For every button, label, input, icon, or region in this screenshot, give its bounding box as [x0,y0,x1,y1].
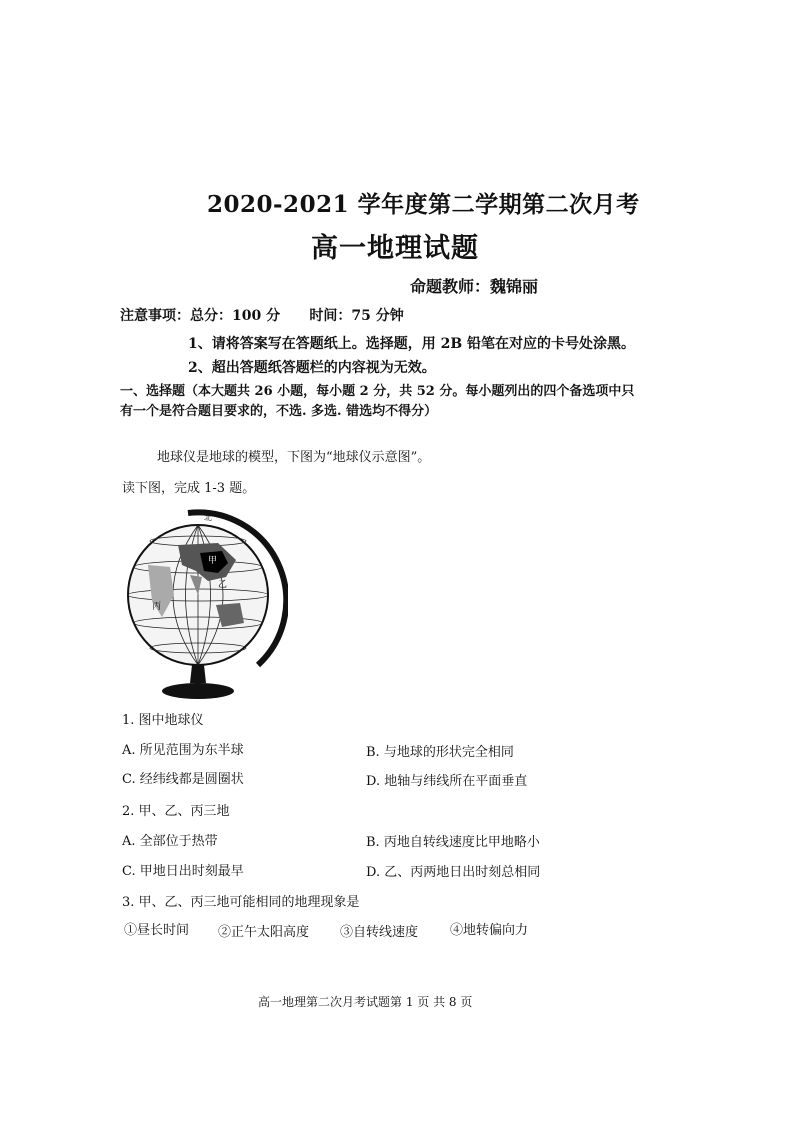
subject-title: 高一地理试题 [311,233,479,264]
notes-line: 注意事项：总分：100 分 时间：75 分钟 [120,308,404,324]
question-1-option-c: C. 经纬线都是圆圈状 [122,772,244,787]
label-jia: 甲 [208,556,218,566]
question-3-item-1: ①昼长时间 [124,923,190,938]
question-2-option-d: D. 乙、丙两地日出时刻总相同 [366,865,541,880]
intro-line-1: 地球仪是地球的模型，下图为“地球仪示意图”。 [157,450,431,465]
notes-item-2: 2、超出答题纸答题栏的内容视为无效。 [188,360,436,376]
globe-stand-neck [190,665,206,683]
notes-item-1: 1、请将答案写在答题纸上。选择题，用 2B 铅笔在对应的卡号处涂黑。 [188,336,636,352]
globe-figure [118,505,288,705]
page-footer: 高一地理第二次月考试题第 1 页 共 8 页 [258,995,473,1009]
question-1-option-b: B. 与地球的形状完全相同 [366,745,514,760]
intro-line-2: 读下图，完成 1-3 题。 [122,481,256,496]
question-3-item-2: ②正午太阳高度 [218,925,310,940]
section-heading: 一、选择题（本大题共 26 小题，每小题 2 分，共 52 分。每小题列出的四个备选项中只有一个是符合题目要求的，不选. 多选. 错选均不得分） [120,384,635,419]
question-2-option-a: A. 全部位于热带 [122,834,218,849]
label-bing: 丙 [152,602,162,612]
label-yi: 乙 [218,580,228,590]
label-north: 北 [204,513,212,522]
question-3-item-4: ④地转偏向力 [450,923,529,938]
question-2-option-b: B. 丙地自转线速度比甲地略小 [366,835,540,850]
question-1-option-d: D. 地轴与纬线所在平面垂直 [366,774,528,789]
question-3-stem: 3. 甲、乙、丙三地可能相同的地理现象是 [122,895,360,910]
globe-stand-base [162,683,234,699]
question-3-item-3: ③自转线速度 [340,925,419,940]
author-line: 命题教师：魏锦丽 [410,277,539,296]
question-1-stem: 1. 图中地球仪 [122,713,204,728]
exam-title: 2020-2021 学年度第二学期第二次月考 [207,191,640,218]
question-1-option-a: A. 所见范围为东半球 [122,743,244,758]
question-2-stem: 2. 甲、乙、丙三地 [122,804,230,819]
question-2-option-c: C. 甲地日出时刻最早 [122,864,244,879]
